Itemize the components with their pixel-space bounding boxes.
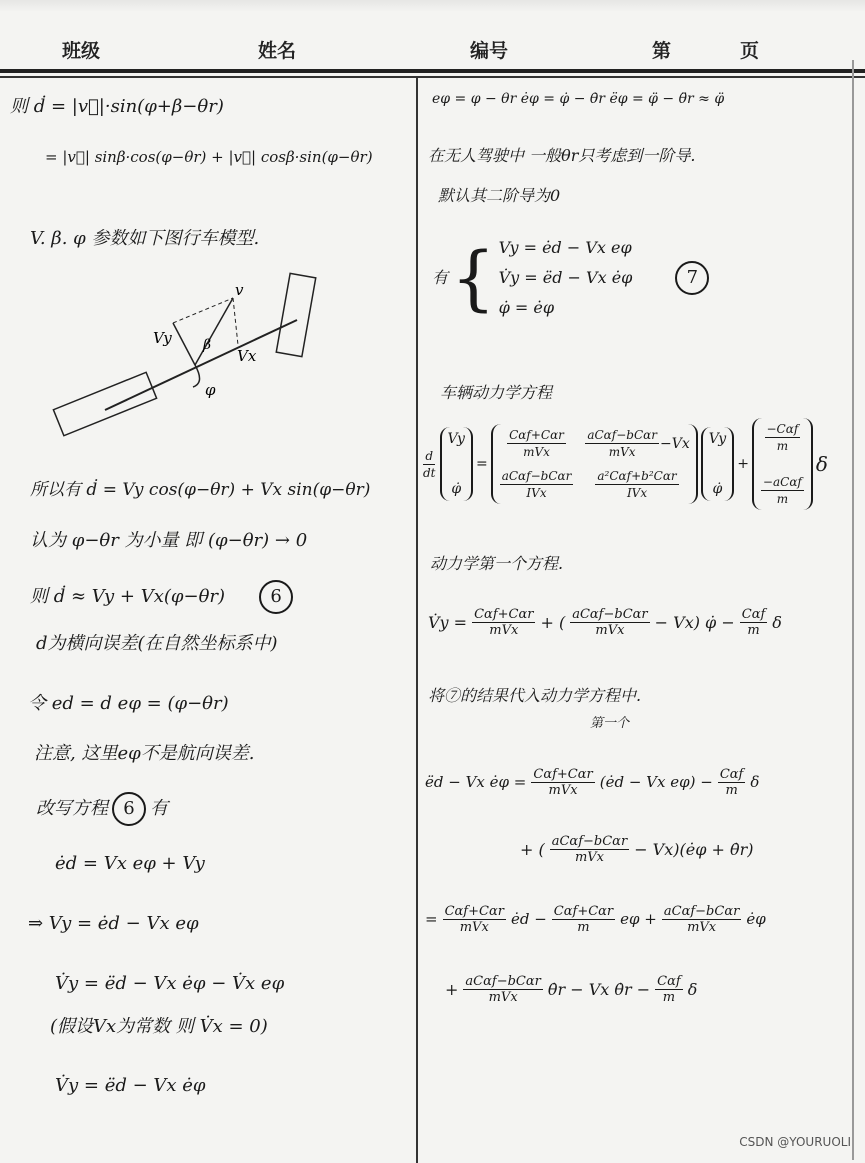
equation-text: V̇y = ëd − Vx ėφ [55,1075,206,1096]
text-line [440,385,552,401]
text-line [30,532,307,550]
text-line [34,745,254,763]
fraction-numerator: Cαf+Cαr [533,767,593,782]
fraction-denominator: m [776,439,789,453]
fraction [718,768,746,797]
fraction-numerator: Cαf [657,974,681,989]
fraction [443,905,506,934]
equation-text: V̇y = [428,612,468,632]
fraction [570,608,649,637]
insertion-note: 第一个 [590,716,630,731]
vy-vector [173,323,195,365]
name-label: 姓名 [258,40,297,62]
vy-label: Vy [153,329,172,347]
fraction-denominator: mVx [523,445,550,459]
equation-text: + ( [520,839,545,859]
dynamics-matrix-equation [422,418,828,510]
text-line [428,148,695,164]
fraction-numerator: aCαf−bCαr [572,607,648,622]
state-vector [701,427,734,501]
v-label: v [235,281,244,299]
equation-text: + [445,979,459,999]
fraction-denominator: mVx [608,445,636,459]
equation-text: 所以有 ḋ = Vy cos(φ−θr) + Vx sin(φ−θr) [30,480,371,500]
text: 有 [150,798,168,819]
input-matrix [752,418,813,510]
equation-line [28,695,229,713]
equation-line [428,608,782,637]
matrix-b2 [761,475,804,506]
equation-line [445,975,697,1004]
equation-text: ëd − Vx ėφ = [425,773,527,791]
equation-text: 令 ed = d eφ = (φ−θr) [28,693,229,714]
vehicle-model-diagram [45,265,335,450]
vehicle-axis [105,320,297,410]
front-wheel [276,273,315,356]
projection-line [173,298,233,323]
text: 改写方程 [36,798,108,819]
fraction-numerator: aCαf−bCαr [551,834,628,849]
equation-text: (假设Vx为常数 则 V̇x = 0) [50,1016,268,1037]
matrix-b1 [765,422,801,453]
header-rule [0,69,865,73]
equals-sign: = [475,456,488,472]
equation-number-6: 6 [259,580,293,614]
text-line [428,688,641,704]
fraction-numerator: aCαf−bCαr [501,469,572,483]
fraction-denominator: mVx [459,920,489,935]
fraction-numerator: a²Cαf+b²Cαr [597,469,677,483]
rear-wheel [53,372,156,435]
state-entry: φ̇ [451,481,462,497]
vx-label: Vx [237,347,257,365]
text-line [438,188,560,204]
fraction-denominator: m [662,990,676,1005]
equation-line [520,835,754,864]
fraction [550,835,629,864]
equation-line [30,580,293,614]
equation-text: (ėd − Vx eφ) − [599,773,713,791]
fraction-numerator: d [425,448,434,463]
derivative-operator [423,449,436,480]
header-rule-thin [0,76,865,78]
state-entry: φ̇ [712,481,723,497]
equation-number-7: 7 [675,261,709,295]
equation-text: d为横向误差(在自然坐标系中) [36,633,278,654]
page-suffix-label: 页 [740,40,760,62]
fraction-numerator: aCαf−bCαr [663,904,740,919]
equation-text: = [425,910,438,928]
matrix-a21 [500,469,574,500]
fraction-numerator: Cαf+Cαr [509,428,564,442]
text-line [430,556,563,572]
fraction-numerator: Cαf [741,607,766,622]
state-entry: Vy [447,431,465,447]
fraction-numerator: aCαf−bCαr [465,974,541,989]
equation-text: 将⑦的结果代入动力学方程中. [428,686,642,705]
fraction-denominator: m [577,920,590,935]
fraction-numerator: Cαf+Cαr [474,607,534,622]
page-top-edge [0,0,865,12]
equation-text: 则 ḋ = |v⃗|·sin(φ+β−θr) [10,96,224,117]
delta-symbol: δ [815,452,828,476]
equation-text: = |v⃗| sinβ·cos(φ−θr) + |v⃗| cosβ·sin(φ−θr) [45,148,373,166]
equation-text: 在无人驾驶中 一般θr只考虑到一阶导. [428,146,696,165]
system-equation: φ̇ = ėφ [498,298,555,317]
equation-line [30,482,370,499]
equation-text: ėd − [510,910,547,928]
number-label: 编号 [470,40,509,62]
fraction [531,768,594,797]
fraction [463,975,542,1004]
watermark: CSDN @YOURUOLI [739,1135,851,1149]
equation-line [425,905,766,934]
text-line [36,792,168,826]
equation-text: eφ = φ − θr ėφ = φ̇ − θ̇r ëφ = φ̈ − θ̈r ≈ φ̈ [432,91,725,107]
equation-number-6: 6 [112,792,146,826]
text-line [36,635,278,653]
fraction-denominator: mVx [687,920,717,935]
equation-text: θ̇r − Vx θ̇r − [547,979,651,999]
equation-text: δ [750,773,760,791]
fraction-denominator: mVx [595,623,625,638]
system-matrix [491,424,698,504]
matrix-a11 [507,428,566,459]
fraction-denominator: mVx [488,990,518,1005]
fraction [552,905,615,934]
fraction-numerator: Cαf+Cαr [553,904,614,919]
equation-text: V̇y = ëd − Vx ėφ − V̇x eφ [55,973,285,994]
column-divider [416,78,418,1163]
equation-text: 车辆动力学方程 [440,383,553,402]
fraction-denominator: mVx [548,783,578,798]
fraction [472,608,535,637]
fraction-numerator: Cαf [719,767,744,782]
plus-sign: + [737,456,749,472]
fraction [662,905,741,934]
fraction-numerator: Cαf+Cαr [444,904,504,919]
fraction-numerator: −aCαf [762,475,802,489]
a12-tail: −Vx [659,435,690,452]
equation-text: 默认其二阶导为0 [438,186,561,205]
matrix-a12 [584,428,689,459]
equation-text: + ( [540,612,566,632]
beta-label: β [203,337,212,353]
equation-text: ėφ [746,910,766,928]
fraction-denominator: m [725,783,738,798]
fraction-denominator: IVx [626,486,648,500]
equation-line [45,150,373,165]
equation-text: ėd = Vx eφ + Vy [55,853,205,874]
velocity-vector [195,298,233,365]
text-line [50,1018,268,1036]
state-vector [440,427,473,501]
equation-line [55,855,205,873]
fraction-denominator: m [747,623,760,638]
equation-text: eφ + [620,910,657,928]
equation-text: 则 ḋ ≈ Vy + Vx(φ−θr) [30,586,226,607]
equation-line [55,1077,206,1095]
system-equation: Vy = ėd − Vx eφ [498,238,632,257]
phi-label: φ [205,381,216,399]
equation-text: − Vx) φ̇ − [654,612,735,632]
left-brace: { [451,237,496,319]
system-equation: V̇y = ëd − Vx ėφ [498,268,633,287]
fraction-denominator: m [776,492,789,506]
text-line [30,230,259,248]
equation-text: δ [687,979,698,999]
projection-line [233,298,238,345]
equation-text: V. β. φ 参数如下图行车模型. [30,228,260,249]
equation-line [432,92,724,106]
equation-system [432,237,709,319]
state-entry: Vy [708,431,727,447]
page-prefix-label: 第 [652,40,672,62]
page-edge [852,60,854,1160]
equation-text: 注意, 这里eφ不是航向误差. [34,743,255,764]
equation-text: 动力学第一个方程. [430,554,564,573]
fraction-denominator: mVx [574,850,604,865]
system-label: 有 [432,268,449,287]
equation-text: 认为 φ−θr 为小量 即 (φ−θr) → 0 [30,530,308,551]
equation-line [425,768,759,797]
class-label: 班级 [62,40,101,62]
fraction-numerator: −Cαf [766,422,799,436]
equation-text: δ [772,612,782,632]
fraction [655,975,683,1004]
matrix-a22 [595,469,678,500]
fraction-denominator: IVx [526,486,547,500]
equation-text: − Vx)(ėφ + θ̇r) [634,839,754,859]
equation-line [28,915,199,933]
fraction-denominator: dt [423,465,436,480]
equation-text: ⇒ Vy = ėd − Vx eφ [28,913,199,934]
fraction-numerator: aCαf−bCαr [587,428,657,442]
equation-line [10,98,224,116]
fraction [740,608,768,637]
equation-line [55,975,284,993]
fraction-denominator: mVx [489,623,519,638]
